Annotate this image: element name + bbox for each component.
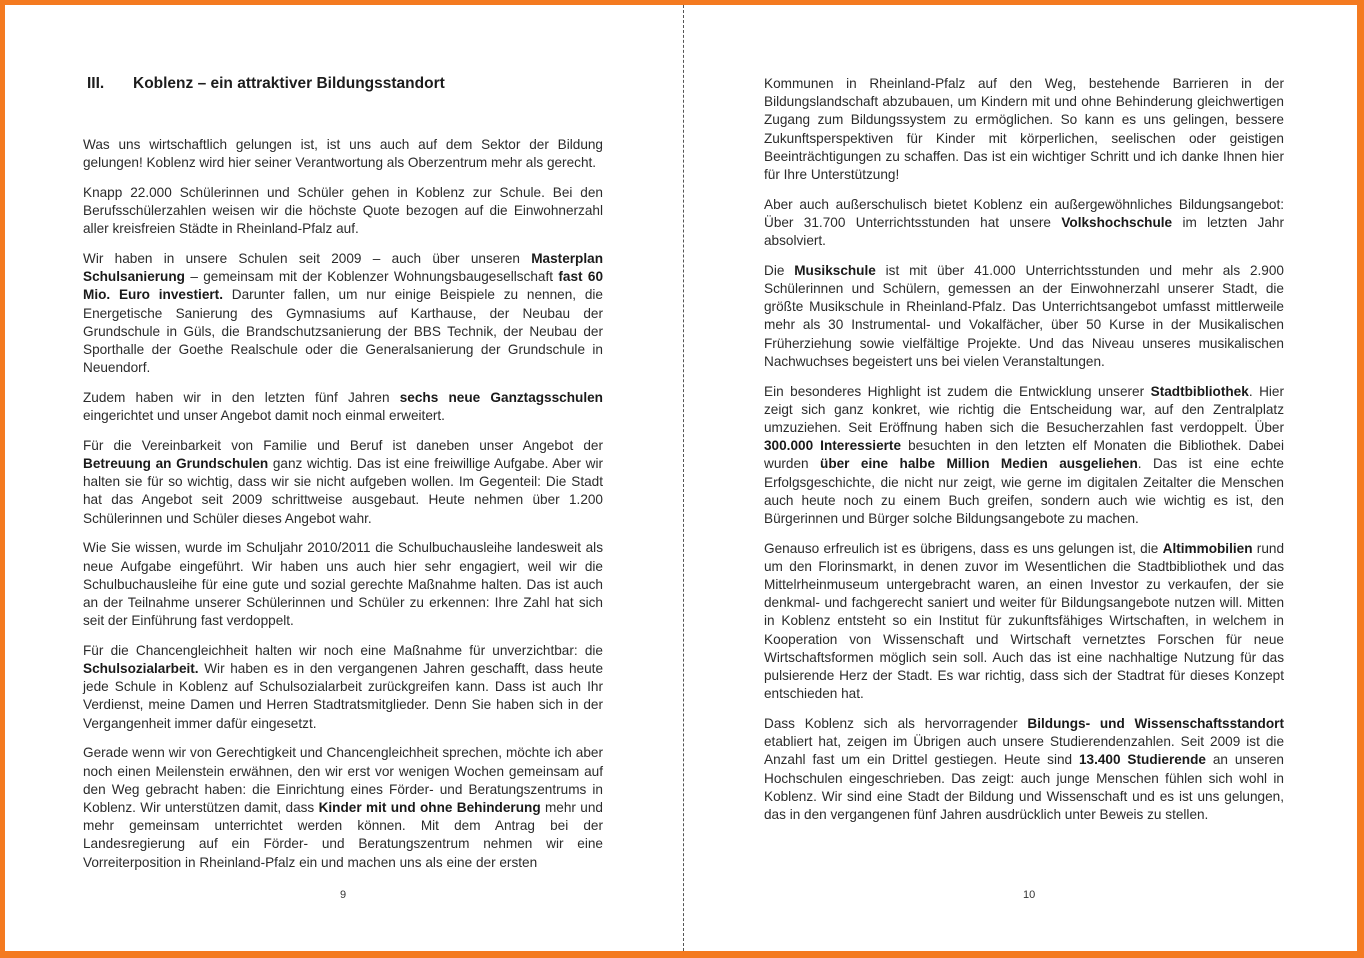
paragraph: Aber auch außerschulisch bietet Koblenz ein außergewöhnliches Bildungsangebot: Über 31.700 Unterrichtsstunden hat unsere Volkshochschule im letzten Jahr absolviert. [764, 196, 1284, 249]
paragraph: Für die Chancengleichheit halten wir noch eine Maßnahme für unverzichtbar: die Schulsozialarbeit. Wir haben es in den vergangenen Jahren geschafft, dass heute jede Schule in Koblenz auf Schulsozialarbeit zurückgreifen kann. Dass ist auch Ihr Verdienst, meine Damen und Herren Stadtratsmitglieder. Denn Sie haben sich in der Vergangenheit immer dafür eingesetzt. [83, 642, 603, 731]
emphasis: über eine halbe Million Medien ausgeliehen [820, 456, 1138, 472]
paragraph: Wir haben in unsere Schulen seit 2009 – auch über unseren Masterplan Schulsanierung – gemeinsam mit der Koblenzer Wohnungsbaugesellschaft fast 60 Mio. Euro investiert. Darunter fallen, um nur einige Beispiele zu nennen, die Energetische Sanierung des Gymnasiums auf Karthause, der Neubau der Grundschule in Güls, die Brandschutzsanierung der BBS Technik, der Neubau der Sporthalle der Goethe Realschule oder die Generalsanierung der Grundschule in Neuendorf. [83, 251, 604, 376]
paragraph: Was uns wirtschaftlich gelungen ist, ist uns auch auf dem Sektor der Bildung gelungen! Koblenz wird hier seiner Verantwortung als Oberzentrum mehr als gerecht. [83, 137, 603, 171]
page-left [5, 5, 683, 951]
emphasis: Altimmobilien [1162, 540, 1253, 556]
emphasis: Betreuung an Grundschulen [83, 456, 269, 472]
page-right [684, 5, 1357, 951]
emphasis: Stadtbibliothek [1150, 383, 1249, 399]
left-text-column [83, 136, 603, 883]
right-text-column [764, 75, 1284, 836]
emphasis: sechs neue Ganztagsschulen [399, 389, 603, 405]
paragraph: Gerade wenn wir von Gerechtigkeit und Chancengleichheit sprechen, möchte ich aber noch einen Meilenstein erwähnen, den wir erst vor wenigen Wochen gemeinsam auf den Weg gebracht haben: die Einrichtung eines Förder- und Beratungszentrums in Koblenz. Wir unterstützen damit, dass Kinder mit und ohne Behinderung mehr und mehr gemeinsam unterrichtet werden können. Mit dem Antrag bei der Landesregierung auf ein Förder- und Beratungszentrum nehmen wir eine Vorreiterposition in Rheinland-Pfalz ein und machen uns als eine der ersten [83, 745, 603, 870]
paragraph: Für die Vereinbarkeit von Familie und Beruf ist daneben unser Angebot der Betreuung an Grundschulen ganz wichtig. Das ist eine freiwillige Aufgabe. Aber wir halten sie für so wichtig, dass wir sie nicht aufgeben wollen. Im Gegenteil: Die Stadt hat das Angebot seit 2009 schrittweise ausgebaut. Heute nehmen über 1.200 Schülerinnen und Schüler dieses Angebot wahr. [83, 437, 604, 526]
section-heading [87, 75, 445, 93]
emphasis: fast 60 Mio. Euro investiert. [83, 269, 604, 303]
page-number: 9 [340, 889, 347, 901]
paragraph: Genauso erfreulich ist es übrigens, dass es uns gelungen ist, die Altimmobilien rund um den Florinsmarkt, in denen zuvor im Wesentlichen die Stadtbibliothek und das Mittelrheinmuseum untergebracht waren, an einen Investor zu verkaufen, der sie denkmal- und fachgerecht saniert und weiter für Bildungsangebote nutzen will. Mitten in Koblenz entsteht so ein Institut für zukunftsfähiges Wirtschaften, in welchem in Kooperation von Wissenschaft und Wirtschaft vernetztes Forschen für neue Wirtschaftsformen möglich sein soll. Auch das ist eine nachhaltige Nutzung für das pulsierende Herz der Stadt. Es war richtig, dass sich der Stadtrat für dieses Konzept entschieden hat. [764, 540, 1284, 702]
emphasis: Schulsozialarbeit. [83, 661, 199, 677]
emphasis: 13.400 Studierende [1078, 752, 1206, 768]
paragraph: Kommunen in Rheinland-Pfalz auf den Weg, bestehende Barrieren in der Bildungslandschaft abzubauen, um Kindern mit und ohne Behinderung gleichwertigen Zugang zum Bildungssystem zu ermöglichen. So kann es uns gelingen, bessere Zukunftsperspektiven für Kinder mit körperlichen, seelischen oder geistigen Beeinträchtigungen zu schaffen. Das ist ein wichtiger Schritt und ich danke Ihnen hier für Ihre Unterstützung! [764, 76, 1284, 183]
paragraph: Wie Sie wissen, wurde im Schuljahr 2010/2011 die Schulbuchausleihe landesweit als neue Aufgabe eingeführt. Wir haben uns auch hier sehr engagiert, weil wir die Schulbuchausleihe für eine gute und sozial gerechte Maßnahme halten. Das ist auch an der Teilnahme unserer Schülerinnen und Schüler zu erkennen: Ihre Zahl hat sich seit der Einführung fast verdoppelt. [83, 540, 603, 629]
emphasis: Bildungs- und Wissenschaftsstandort [1027, 716, 1284, 731]
paragraph: Die Musikschule ist mit über 41.000 Unterrichtsstunden und mehr als 2.900 Schülerinnen und Schülern, gemessen an der Einwohnerzahl unserer Stadt, die größte Musikschule in Rheinland-Pfalz. Das Unterrichtsangebot umfasst mittlerweile mehr als 30 Instrumental- und Vokalfächer, über 50 Kurse in der Musikalischen Früherziehung sowie vielfältige Projekte. Und das Niveau unseres musikalischen Nachwuchses begeistert uns bei vielen Veranstaltungen. [764, 262, 1284, 369]
document-spread [5, 5, 1357, 951]
section-title: Koblenz – ein attraktiver Bildungsstandort [133, 75, 445, 92]
emphasis: Volkshochschule [1061, 214, 1173, 230]
emphasis: Masterplan Schulsanierung [83, 251, 603, 285]
paragraph: Knapp 22.000 Schülerinnen und Schüler gehen in Koblenz zur Schule. Bei den Berufsschülerzahlen weisen wir die höchste Quote bezogen auf die Einwohnerzahl aller kreisfreien Städte in Rheinland-Pfalz auf. [83, 184, 603, 237]
paragraph: Dass Koblenz sich als hervorragender Bildungs- und Wissenschaftsstandort etabliert hat, zeigen im Übrigen auch unsere Studierendenzahlen. Seit 2009 ist die Anzahl fast um ein Drittel gestiegen. Heute sind 13.400 Studierende an unseren Hochschulen eingeschrieben. Das zeigt: auch junge Menschen fühlen sich wohl in Koblenz. Wir sind eine Stadt der Bildung und Wissenschaft und es ist uns gelungen, das in den vergangenen fünf Jahren ausdrücklich unter Beweis zu stellen. [764, 716, 1284, 823]
paragraph: Ein besonderes Highlight ist zudem die Entwicklung unserer Stadtbibliothek. Hier zeigt sich ganz konkret, wie richtig die Entscheidung war, auf den Zentralplatz umzuziehen. Seit Eröffnung haben sich die Besucherzahlen fast verdoppelt. Über 300.000 Interessierte besuchten in den letzten elf Monaten die Bibliothek. Dabei wurden über eine halbe Million Medien ausgeliehen. Das ist eine echte Erfolgsgeschichte, die nicht nur zeigt, wie gerne im digitalen Zeitalter die Menschen auch heute noch zu einem Buch greifen, sondern auch wie wichtig es ist, den Bürgerinnen und Bürger solche Bildungsangebote zu machen. [764, 383, 1284, 526]
section-number: III. [87, 75, 105, 92]
page-number: 10 [1023, 889, 1036, 901]
emphasis: Kinder mit und ohne Behinderung [318, 800, 541, 815]
emphasis: Musikschule [794, 262, 876, 278]
emphasis: 300.000 Interessierte [764, 438, 902, 454]
paragraph: Zudem haben wir in den letzten fünf Jahren sechs neue Ganztagsschulen eingerichtet und unser Angebot damit noch einmal erweitert. [83, 389, 603, 424]
